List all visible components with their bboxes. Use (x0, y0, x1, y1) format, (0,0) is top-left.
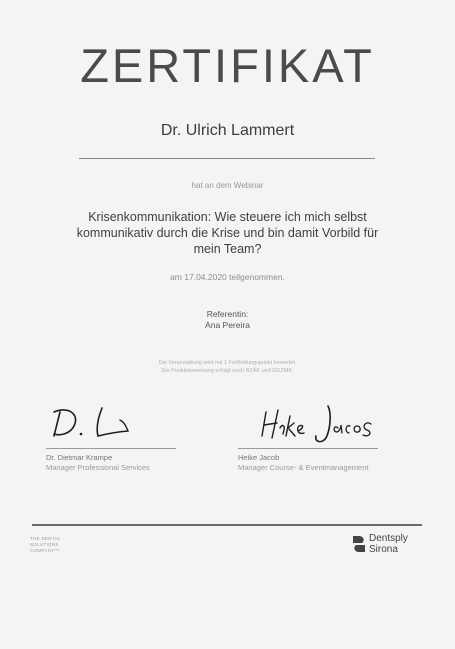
company-tagline (30, 536, 61, 554)
logo-mark-icon (352, 534, 366, 554)
signer-role: Manager Professional Services (46, 463, 150, 472)
points-note (0, 359, 455, 375)
certificate-title: ZERTIFIKAT (80, 39, 375, 92)
tagline-line: SOLUTIONS (30, 542, 59, 547)
participation-date: am 17.04.2020 teilgenommen. (170, 272, 285, 282)
logo-line: Dentsply (369, 533, 408, 544)
signature-block-right (238, 398, 413, 472)
tagline-line: COMPANY™ (30, 548, 60, 553)
footer-divider (32, 524, 422, 526)
signature-block-left (46, 398, 186, 472)
recipient-name: Dr. Ulrich Lammert (160, 122, 295, 139)
course-title-line: Krisenkommunikation: Wie steuere ich mich selbst (88, 210, 367, 224)
dentsply-sirona-logo (352, 533, 408, 555)
signature-line (46, 448, 176, 449)
points-note-line: Die Veranstaltung wird mit 1 Fortbildungspunkt bewertet. (158, 360, 297, 366)
signer-name: Dr. Dietmar Krampe (46, 453, 113, 462)
course-title-line: kommunikativ durch die Krise und bin damit Vorbild für (76, 226, 379, 240)
course-title (60, 209, 395, 257)
recipient-divider (79, 158, 375, 159)
logo-wordmark (369, 533, 408, 555)
points-note-line: Die Punktebewertung erfolgt nach BZÄK und DGZMK. (161, 368, 294, 374)
signer-role: Manager Course- & Eventmanagement (238, 463, 369, 472)
course-title-line: mein Team? (193, 242, 262, 256)
signer-name: Heike Jacob (238, 453, 280, 462)
signature-line (238, 448, 378, 449)
speaker-label: Referentin: (206, 309, 249, 319)
tagline-line: THE DENTAL (30, 536, 61, 541)
handwritten-signature-right (238, 398, 378, 446)
speaker-name: Ana Pereira (205, 320, 250, 330)
intro-text: hat an dem Webinar (191, 181, 264, 190)
handwritten-signature-left (46, 398, 166, 446)
logo-line: Sirona (369, 544, 398, 555)
